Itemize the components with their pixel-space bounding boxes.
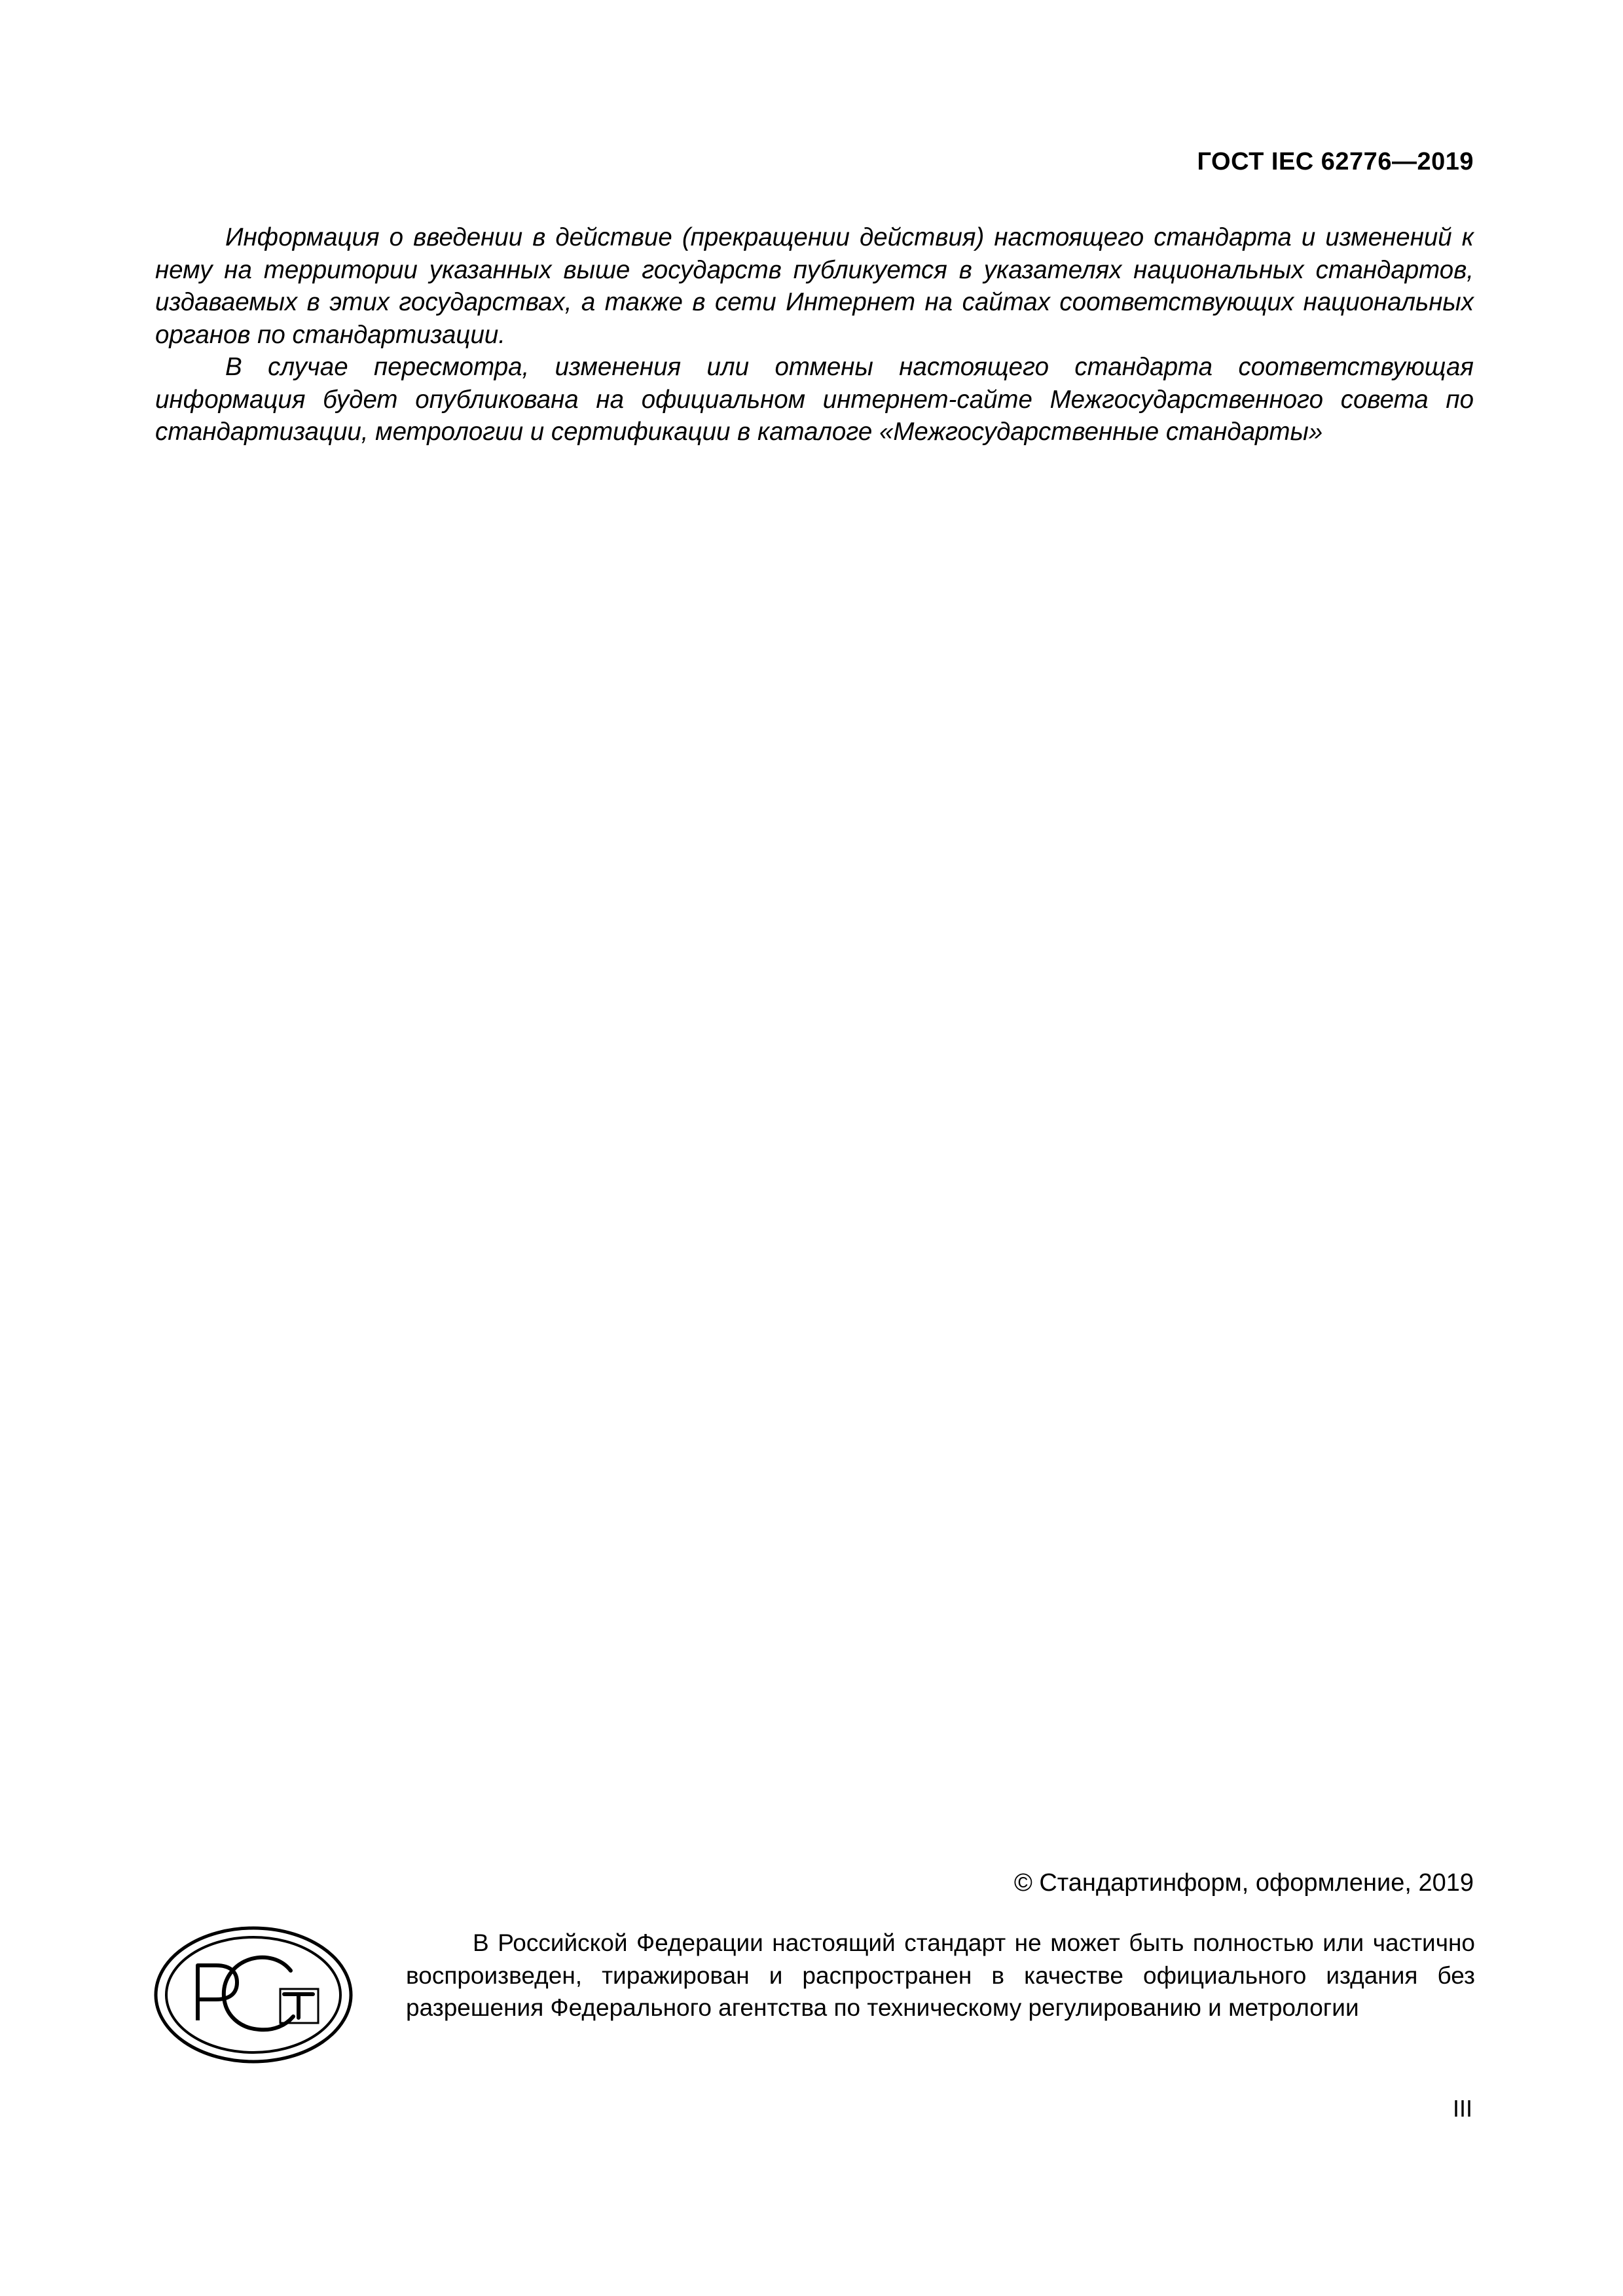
intro-paragraph-1: Информация о введении в действие (прекращении действия) настоящего стандарта и изменений к нему на территории указанных выше государств публикуется в указателях национальных стандартов, издаваемых в этих государствах, а также в сети Интернет на сайтах соответствующих национальных органов по стандартизации. (155, 223, 1474, 349)
document-code: ГОСТ IEC 62776—2019 (1197, 148, 1474, 175)
copyright-line: © Стандартинформ, оформление, 2019 (1013, 1869, 1474, 1897)
reproduction-notice (406, 1927, 1475, 2024)
intro-paragraph-2: В случае пересмотра, изменения или отмены настоящего стандарта соответствующая информация будет опубликована на официальном интернет-сайте Межгосударственного совета по стандартизации, метрологии и сертификации в каталоге «Межгосударственные стандарты» (155, 353, 1474, 446)
intro-section (155, 221, 1474, 448)
rst-certification-mark-icon (153, 1925, 354, 2065)
page-number: III (1452, 2095, 1472, 2122)
notice-text: В Российской Федерации настоящий стандарт не может быть полностью или частично воспроизведен, тиражирован и распространен в качестве официального издания без разрешения Федерального агентства по техническому регулированию и метрологии (406, 1929, 1475, 2021)
